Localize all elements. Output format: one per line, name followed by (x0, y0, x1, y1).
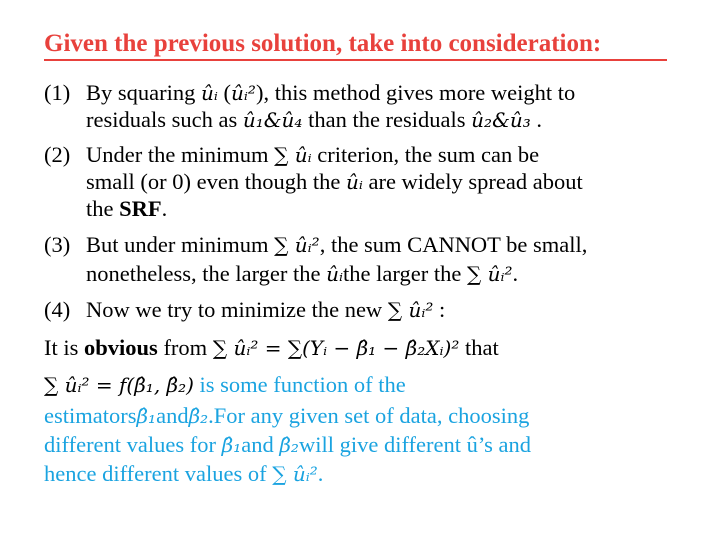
title-underline (44, 59, 667, 61)
item-1-number: (1) (44, 80, 71, 105)
item-3-line-1: But under minimum ∑ ûᵢ², the sum CANNOT be small, (86, 232, 588, 257)
item-1-line-2: residuals such as û₁&û₄ than the residuals û₂&û₃ . (86, 107, 543, 132)
item-3-line-2: nonetheless, the larger the ûᵢthe larger the ∑ ûᵢ². (86, 261, 519, 286)
item-4-number: (4) (44, 297, 71, 322)
item-2-line-2: small (or 0) even though the ûᵢ are widely spread about (86, 169, 583, 194)
item-4-line-1: Now we try to minimize the new ∑ ûᵢ² : (86, 297, 446, 322)
blue-line-2: estimatorsβ̂₁andβ̂₂.For any given set of data, choosing (44, 403, 530, 428)
slide-title: Given the previous solution, take into consideration: (44, 30, 602, 57)
item-1-line-1: By squaring ûᵢ (ûᵢ²), this method gives more weight to (86, 80, 576, 105)
item-3-number: (3) (44, 232, 71, 257)
item-2-number: (2) (44, 142, 71, 167)
obvious-line: It is obvious from ∑ ûᵢ² = ∑(Yᵢ − β̂₁ − β̂₂Xᵢ)² that (44, 335, 499, 360)
blue-line-1: ∑ ûᵢ² = f(β̂₁, β̂₂) is some function of the (44, 372, 406, 397)
blue-line-3: different values for β̂₁and β̂₂will give different û’s and (44, 432, 531, 457)
blue-line-4: hence different values of ∑ ûᵢ². (44, 461, 324, 486)
item-2-line-1: Under the minimum ∑ ûᵢ criterion, the sum can be (86, 142, 540, 167)
item-2-line-3: the SRF. (86, 196, 168, 221)
